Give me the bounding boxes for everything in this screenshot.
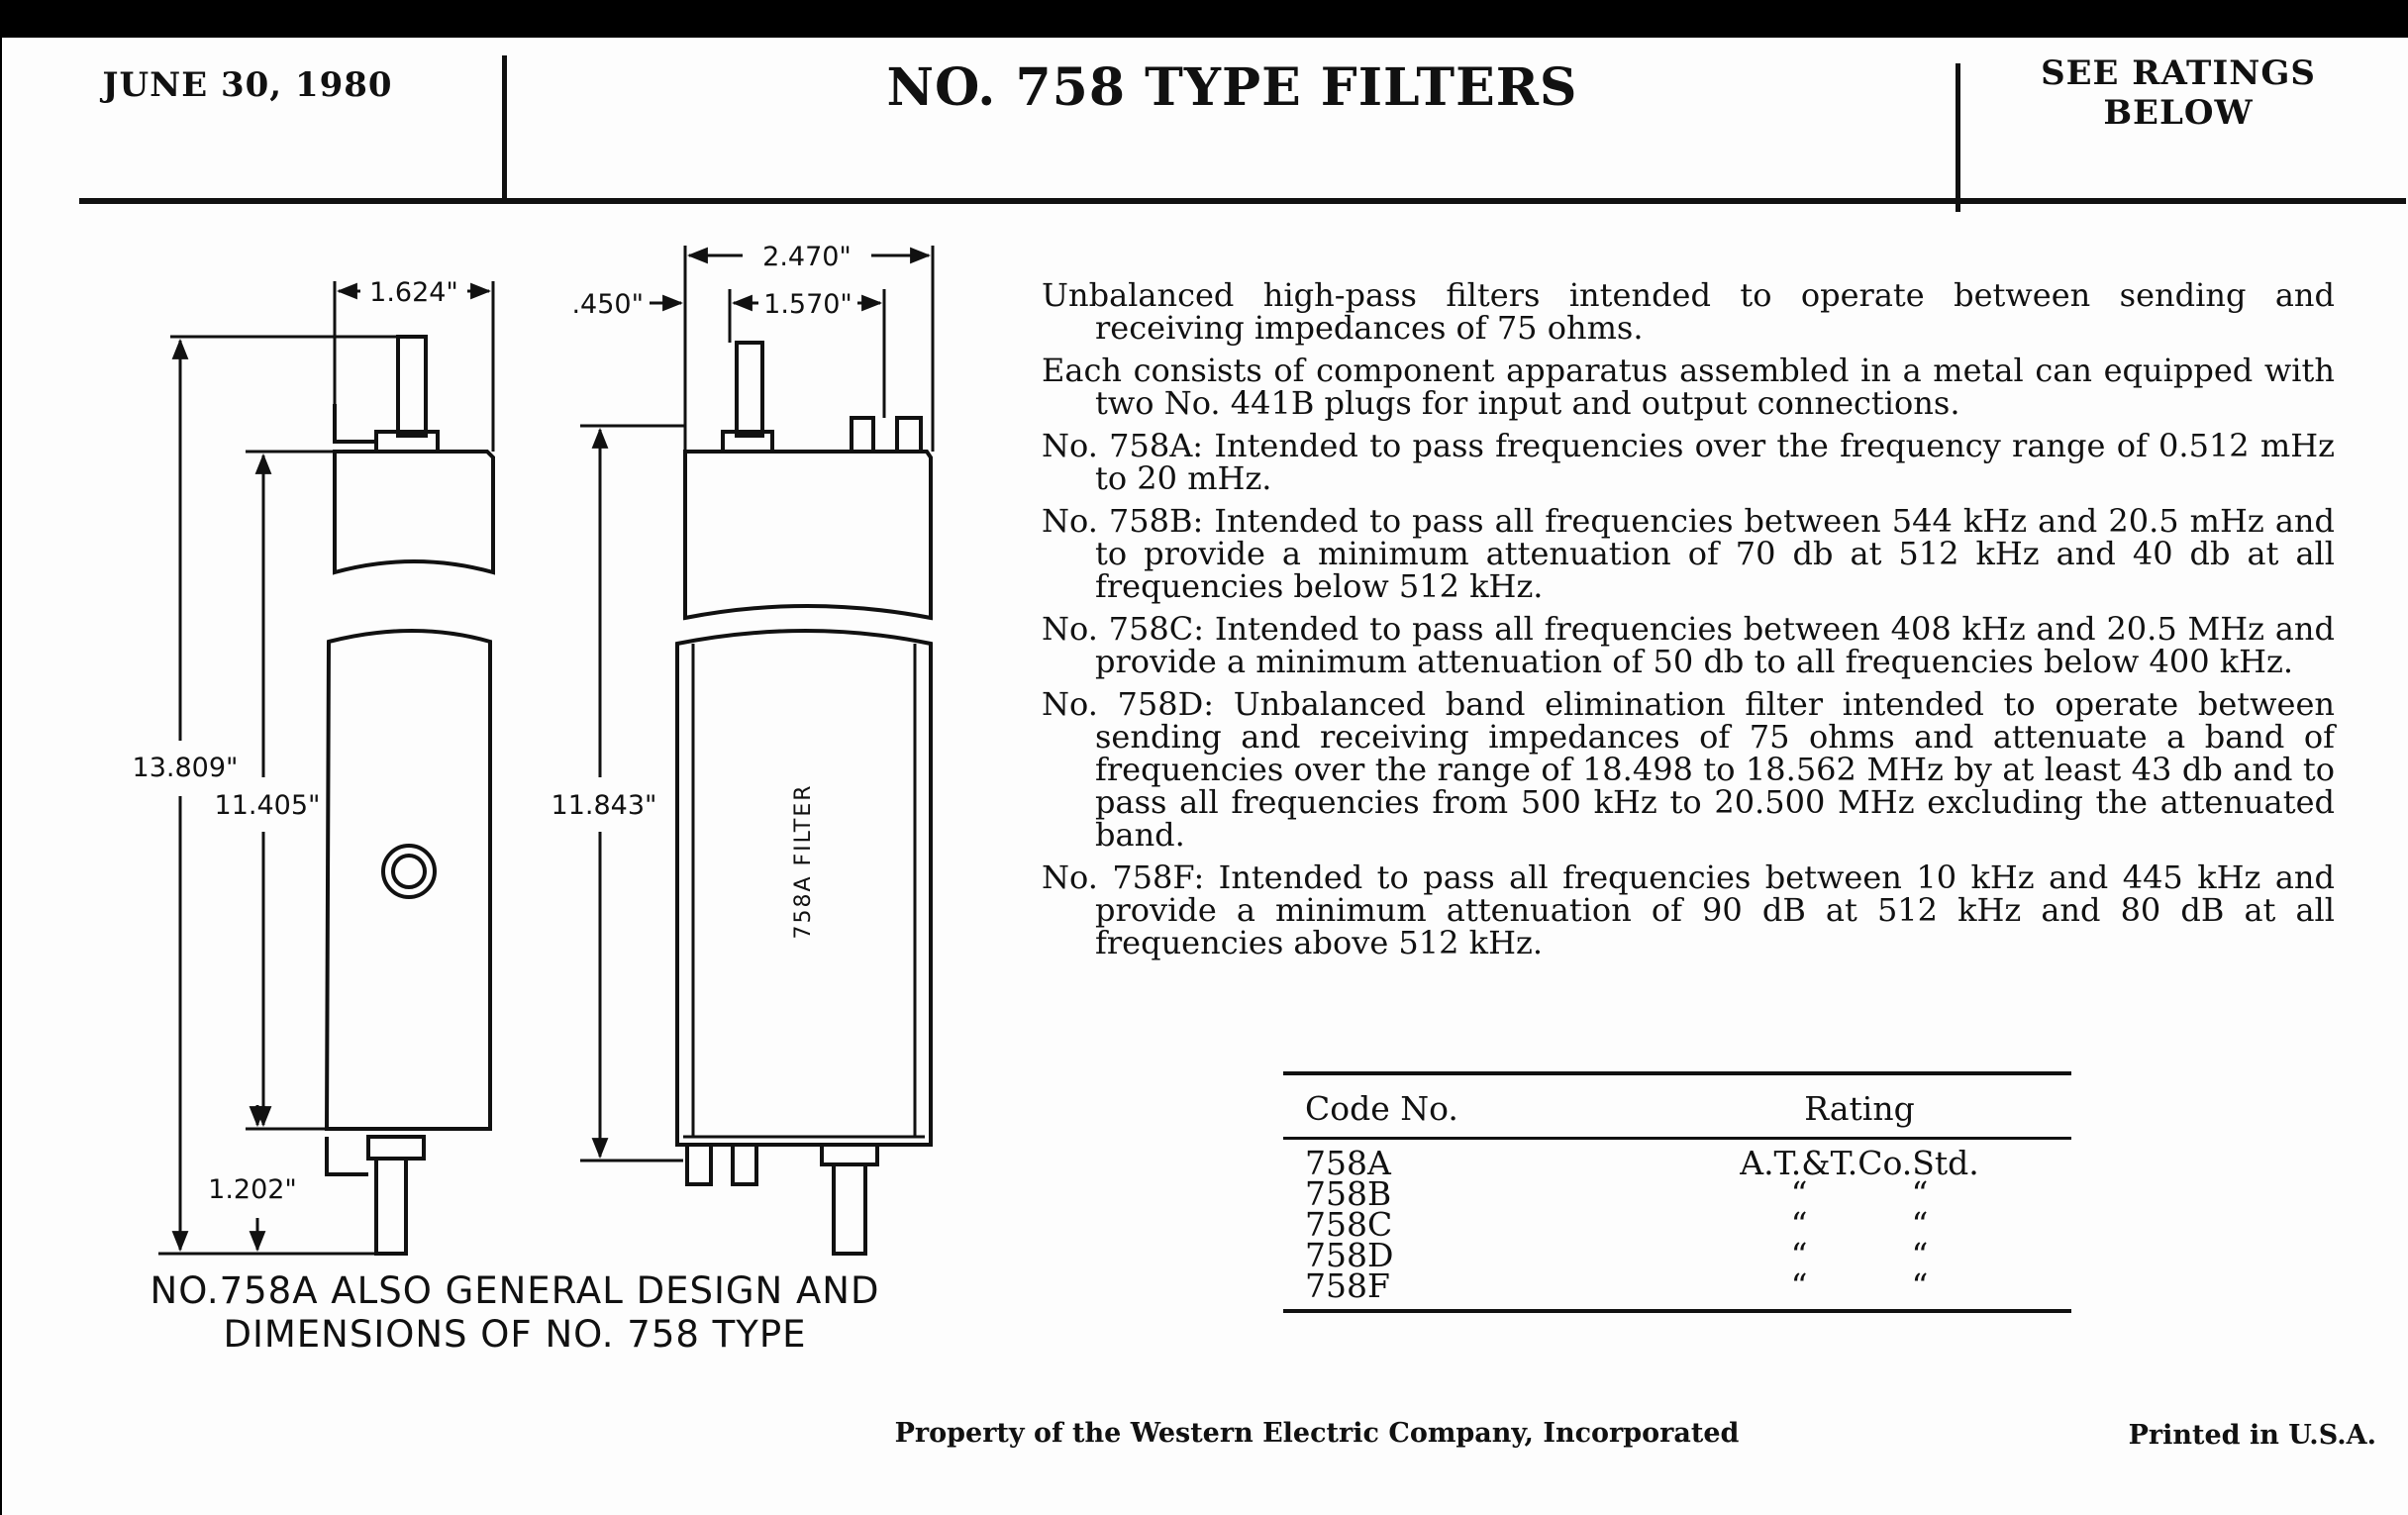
- filter-descriptions: [1042, 276, 2335, 969]
- cell-rating: “ “: [1790, 1236, 1929, 1274]
- footer-property: Property of the Western Electric Company, Incorporated: [894, 1418, 1740, 1449]
- header-ratings-line1: SEE RATINGS: [2041, 53, 2316, 93]
- header-ratings-line2: BELOW: [2103, 93, 2254, 133]
- table-body: [1283, 1140, 2071, 1309]
- cell-code: 758B: [1305, 1174, 1392, 1213]
- col-header-code: Code No.: [1305, 1089, 1458, 1128]
- right-top-plug: [737, 343, 762, 436]
- left-top-bracket: [335, 404, 376, 442]
- cell-code: 758A: [1305, 1144, 1391, 1182]
- left-top-plug: [398, 337, 426, 436]
- dim-label-can-height-left: 11.405": [214, 790, 321, 821]
- cell-rating: “ “: [1790, 1266, 1929, 1305]
- left-bottom-bracket: [327, 1137, 368, 1174]
- table-row: [1305, 1266, 2071, 1305]
- drawing-caption: [119, 1269, 911, 1357]
- right-can-upper: [685, 452, 931, 618]
- page-title: NO. 758 TYPE FILTERS: [886, 57, 1578, 118]
- dim-label-plug-length: 1.202": [208, 1174, 297, 1205]
- desc-paragraph: Unbalanced high-pass filters intended to operate between sending and receiving impedances of 75 ohms.: [1042, 276, 2335, 347]
- desc-paragraph: No. 758A: Intended to pass frequencies over the frequency range of 0.512 mHz to 20 mHz.: [1042, 427, 2335, 497]
- cell-code: 758F: [1305, 1266, 1390, 1305]
- can-label: 758A FILTER: [791, 783, 816, 940]
- cell-rating: “ “: [1790, 1174, 1929, 1213]
- table-header: [1283, 1075, 2071, 1137]
- desc-paragraph: Each consists of component apparatus assembled in a metal can equipped with two No. 441B plugs for input and output connections.: [1042, 352, 2335, 422]
- right-bottom-plug-nut: [822, 1145, 877, 1164]
- dim-label-overall-height: 13.809": [132, 753, 239, 783]
- left-can-upper: [335, 452, 493, 572]
- desc-paragraph: No. 758B: Intended to pass all frequencies between 544 kHz and 20.5 mHz and to provide a minimum attenuation of 70 db at 512 kHz and 40 db at all frequencies below 512 kHz.: [1042, 502, 2335, 605]
- dim-label-plug-spacing: 1.570": [763, 289, 853, 320]
- right-bottom-plug: [834, 1164, 865, 1254]
- table-row: [1305, 1144, 2071, 1182]
- left-can-connector: [383, 846, 435, 897]
- drawing-caption-line1: NO.758A ALSO GENERAL DESIGN AND: [150, 1269, 880, 1312]
- left-bottom-plug-nut: [368, 1137, 424, 1159]
- right-bottom-stud: [687, 1145, 711, 1184]
- cell-code: 758D: [1305, 1236, 1394, 1274]
- right-top-stud: [852, 418, 873, 452]
- dim-label-offset: .450": [571, 289, 644, 320]
- table-row: [1305, 1174, 2071, 1213]
- header-date: JUNE 30, 1980: [102, 65, 393, 105]
- col-header-rating: Rating: [1804, 1089, 1915, 1128]
- table-bottom-rule: [1283, 1309, 2071, 1313]
- table-row: [1305, 1236, 2071, 1274]
- table-row: [1305, 1205, 2071, 1244]
- desc-paragraph: No. 758C: Intended to pass all frequencies between 408 kHz and 20.5 MHz and provide a minimum attenuation of 50 db to all frequencies below 400 kHz.: [1042, 610, 2335, 680]
- footer-printed: Printed in U.S.A.: [2128, 1420, 2376, 1451]
- ratings-table: [1283, 1071, 2071, 1313]
- cell-code: 758C: [1305, 1205, 1393, 1244]
- left-can-lower: [327, 631, 490, 1129]
- dim-label-can-height-right: 11.843": [551, 790, 657, 821]
- left-bottom-plug: [376, 1159, 406, 1254]
- cell-rating: “ “: [1790, 1205, 1929, 1244]
- desc-paragraph: No. 758F: Intended to pass all frequencies between 10 kHz and 445 kHz and provide a minimum attenuation of 90 dB at 512 kHz and 80 dB at all frequencies above 512 kHz.: [1042, 858, 2335, 961]
- dim-label-width-left: 1.624": [369, 277, 458, 308]
- cell-rating: A.T.&T.Co.Std.: [1740, 1144, 1979, 1182]
- desc-paragraph: No. 758D: Unbalanced band elimination filter intended to operate between sending and receiving impedances of 75 ohms and attenuate a band of frequencies over the range of 18.498 to 18.562 MHz by at least 43 db and to pass all frequencies from 500 kHz to 20.500 MHz excluding the attenuated band.: [1042, 685, 2335, 854]
- drawing-caption-line2: DIMENSIONS OF NO. 758 TYPE: [223, 1313, 807, 1356]
- dim-label-overall-width: 2.470": [762, 242, 852, 272]
